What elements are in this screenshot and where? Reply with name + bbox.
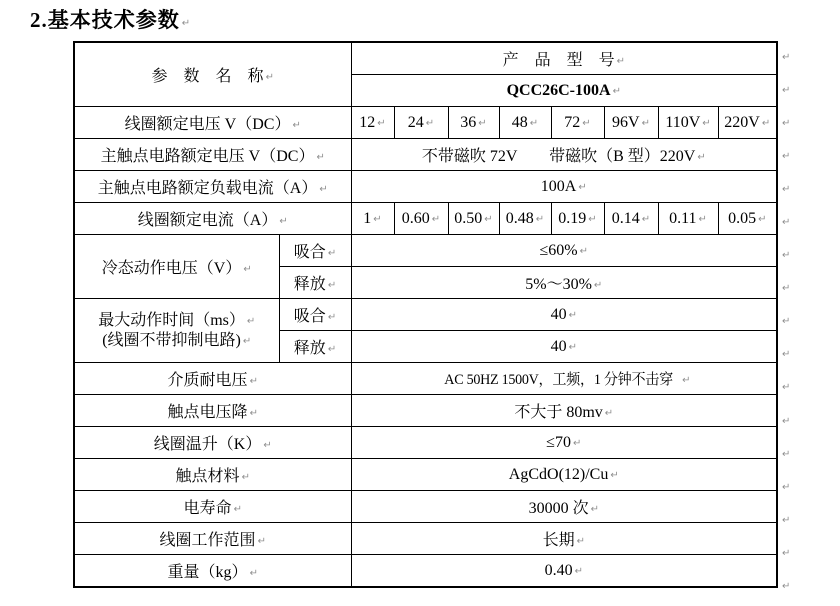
weight-label-text: 重量（kg） — [167, 564, 248, 581]
cell-max-action-time-release-value — [351, 331, 777, 363]
cell-dielectric-label — [74, 363, 351, 395]
cell-coil-voltage-4 — [499, 107, 551, 139]
paragraph-mark: ↵ — [233, 504, 242, 515]
cell-voltage-drop-value — [351, 395, 777, 427]
coil-current-value: 0.14 — [611, 209, 640, 227]
cell-weight-label — [74, 555, 351, 588]
row-end-mark — [782, 305, 790, 338]
coil-current-value: 0.05 — [728, 209, 757, 227]
paragraph-mark: ↵ — [579, 245, 589, 257]
row-end-mark — [782, 471, 790, 504]
paragraph-mark: ↵ — [782, 382, 791, 394]
cell-coil-current-2 — [394, 203, 448, 235]
paragraph-mark: ↵ — [327, 344, 337, 355]
paragraph-mark: ↵ — [576, 536, 585, 547]
coil-voltage-label-text: 线圈额定电压 V（DC） — [124, 116, 291, 133]
contact-material-label-text: 触点材料 — [175, 468, 240, 485]
table-row-contact-material — [74, 459, 777, 491]
paragraph-mark: ↵ — [782, 151, 791, 163]
paragraph-mark: ↵ — [782, 118, 791, 130]
product-model-value-text: QCC26C-100A — [506, 81, 611, 99]
weight-value-text: 0.40 — [544, 561, 573, 579]
table-row-main-circuit-voltage — [74, 139, 777, 171]
table-row-contact-voltage-drop — [74, 395, 777, 427]
max-action-time-label-line1: 最大动作时间（ms） — [98, 311, 245, 329]
table-row-max-action-time-pickup — [74, 299, 777, 331]
paragraph-mark: ↵ — [279, 216, 288, 227]
paragraph-mark: ↵ — [574, 565, 583, 577]
coil-current-value: 1 — [363, 209, 372, 227]
section-title — [30, 4, 191, 34]
section-title-text: 2.基本技术参数 — [30, 8, 180, 32]
paragraph-mark: ↵ — [249, 376, 258, 387]
temp-rise-label-text: 线圈温升（K） — [153, 436, 262, 453]
paragraph-mark: ↵ — [319, 184, 328, 195]
main-circuit-voltage-label-text: 主触点电路额定电压 V（DC） — [100, 148, 315, 165]
paragraph-mark: ↵ — [590, 504, 599, 515]
coil-voltage-value: 110V — [665, 113, 701, 131]
cell-electrical-life-value — [351, 491, 777, 523]
paragraph-mark: ↵ — [782, 448, 791, 460]
cell-coil-voltage-label — [74, 107, 351, 139]
row-end-mark — [782, 140, 790, 173]
paragraph-mark: ↵ — [761, 117, 771, 129]
cell-cold-action-release-label — [279, 267, 351, 299]
table-row-dielectric-strength — [74, 363, 777, 395]
cell-max-action-time-release-label — [279, 331, 351, 363]
row-end-mark — [782, 173, 790, 206]
paragraph-mark: ↵ — [572, 437, 582, 449]
coil-current-value: 0.60 — [401, 209, 430, 227]
coil-voltage-value: 48 — [511, 113, 528, 131]
cell-max-action-time-label — [74, 299, 279, 363]
release-value-text: 40 — [550, 337, 567, 355]
pickup-label-text: 吸合 — [293, 244, 326, 261]
dielectric-value-text: AC 50HZ 1500V，工频，1 分钟不击穿 — [444, 372, 673, 388]
paragraph-mark: ↵ — [263, 440, 272, 451]
row-end-mark — [782, 405, 790, 438]
paragraph-mark: ↵ — [782, 316, 791, 328]
cell-voltage-drop-label — [74, 395, 351, 427]
cell-cold-action-release-value — [351, 267, 777, 299]
paragraph-mark: ↵ — [641, 213, 651, 225]
paragraph-mark: ↵ — [782, 547, 791, 559]
cell-working-range-value — [351, 523, 777, 555]
paragraph-mark: ↵ — [377, 117, 386, 129]
paragraph-mark: ↵ — [782, 52, 791, 64]
paragraph-mark: ↵ — [758, 213, 767, 225]
paragraph-mark: ↵ — [782, 514, 791, 526]
paragraph-mark: ↵ — [484, 213, 493, 225]
cell-weight-value — [351, 555, 777, 588]
paragraph-mark: ↵ — [782, 85, 791, 97]
cell-main-circuit-current-value — [351, 171, 777, 203]
cell-dielectric-value — [351, 363, 777, 395]
cell-cold-action-label — [74, 235, 279, 299]
cell-coil-voltage-6 — [604, 107, 658, 139]
cell-coil-voltage-8 — [718, 107, 777, 139]
paragraph-mark: ↵ — [782, 415, 791, 427]
row-end-mark — [782, 74, 790, 107]
paragraph-mark: ↵ — [782, 283, 791, 295]
cell-coil-voltage-7 — [658, 107, 718, 139]
cell-coil-current-label — [74, 203, 351, 235]
voltage-drop-value-text: 不大于 80mv — [514, 404, 603, 421]
paragraph-mark: ↵ — [610, 469, 619, 481]
pickup-label-text: 吸合 — [293, 308, 326, 325]
cell-working-range-label — [74, 523, 351, 555]
table-row-coil-temp-rise — [74, 427, 777, 459]
paragraph-mark: ↵ — [578, 181, 587, 193]
row-end-mark — [782, 338, 790, 371]
paragraph-mark: ↵ — [702, 117, 711, 129]
paragraph-mark: ↵ — [242, 335, 252, 347]
cell-main-circuit-voltage-label — [74, 139, 351, 171]
table-row-main-circuit-current — [74, 171, 777, 203]
cell-param-name-header — [74, 42, 351, 107]
paragraph-mark: ↵ — [782, 580, 791, 592]
row-end-mark — [782, 41, 790, 74]
row-end-mark — [782, 438, 790, 471]
cell-coil-voltage-5 — [551, 107, 604, 139]
pickup-value-text: ≤60% — [539, 241, 578, 259]
table-row-electrical-life — [74, 491, 777, 523]
cell-cold-action-pickup-value — [351, 235, 777, 267]
cell-electrical-life-label — [74, 491, 351, 523]
electrical-life-value-text: 30000 次 — [528, 500, 589, 517]
paragraph-mark: ↵ — [431, 213, 441, 225]
coil-voltage-value: 24 — [407, 113, 424, 131]
coil-voltage-value: 12 — [359, 113, 376, 131]
paragraph-mark: ↵ — [373, 213, 382, 225]
paragraph-mark: ↵ — [249, 568, 258, 579]
cell-temp-rise-label — [74, 427, 351, 459]
main-circuit-voltage-value-text: 不带磁吹 72V 带磁吹（B 型）220V — [421, 148, 696, 165]
row-end-mark — [782, 107, 790, 140]
voltage-drop-label-text: 触点电压降 — [167, 404, 248, 421]
cell-coil-voltage-3 — [448, 107, 499, 139]
paragraph-mark: ↵ — [535, 213, 545, 225]
working-range-label-text: 线圈工作范围 — [159, 532, 256, 549]
cell-main-circuit-voltage-value — [351, 139, 777, 171]
row-end-mark — [782, 371, 790, 404]
coil-voltage-value: 72 — [564, 113, 581, 131]
paragraph-mark: ↵ — [698, 213, 707, 225]
max-action-time-label-line2: (线圈不带抑制电路) — [102, 331, 241, 349]
paragraph-mark: ↵ — [478, 117, 487, 129]
contact-material-value-text: AgCdO(12)/Cu — [508, 465, 609, 483]
cold-action-label-text: 冷态动作电压（V） — [101, 260, 242, 277]
temp-rise-value-text: ≤70 — [546, 433, 571, 451]
row-end-mark — [782, 272, 790, 305]
paragraph-mark: ↵ — [697, 152, 706, 163]
main-circuit-current-label-text: 主触点电路额定负载电流（A） — [97, 180, 318, 197]
cell-cold-action-pickup-label — [279, 235, 351, 267]
paragraph-mark: ↵ — [246, 315, 256, 327]
cell-product-model-value — [351, 75, 777, 107]
coil-voltage-value: 96V — [612, 113, 640, 131]
table-row-weight — [74, 555, 777, 588]
row-end-marks — [782, 41, 790, 603]
working-range-value-text: 长期 — [542, 532, 575, 549]
cell-coil-current-5 — [551, 203, 604, 235]
coil-voltage-value: 36 — [460, 113, 477, 131]
paragraph-mark: ↵ — [682, 375, 691, 386]
paragraph-mark: ↵ — [327, 248, 337, 259]
release-value-text: 5%～30% — [525, 276, 592, 293]
cell-product-model-label — [351, 42, 777, 75]
cell-coil-current-3 — [448, 203, 499, 235]
paragraph-mark: ↵ — [782, 250, 791, 262]
paragraph-mark: ↵ — [243, 264, 252, 275]
paragraph-mark: ↵ — [593, 280, 603, 291]
paragraph-mark: ↵ — [327, 280, 337, 291]
paragraph-mark: ↵ — [782, 217, 791, 229]
cell-temp-rise-value — [351, 427, 777, 459]
cell-max-action-time-pickup-value — [351, 299, 777, 331]
paragraph-mark: ↵ — [241, 472, 250, 483]
dielectric-label-text: 介质耐电压 — [167, 372, 248, 389]
paragraph-mark: ↵ — [181, 18, 192, 29]
paragraph-mark: ↵ — [568, 309, 577, 321]
cell-max-action-time-pickup-label — [279, 299, 351, 331]
cell-coil-current-8 — [718, 203, 777, 235]
paragraph-mark: ↵ — [529, 117, 539, 129]
main-circuit-current-value-text: 100A — [540, 177, 577, 195]
paragraph-mark: ↵ — [425, 117, 435, 129]
product-model-label-text: 产 品 型 号 — [502, 52, 615, 69]
paragraph-mark: ↵ — [782, 184, 791, 196]
coil-current-value: 0.19 — [558, 209, 587, 227]
param-name-header-text: 参 数 名 称 — [151, 68, 264, 85]
paragraph-mark: ↵ — [249, 408, 258, 419]
table-row-coil-working-range — [74, 523, 777, 555]
paragraph-mark: ↵ — [641, 117, 650, 129]
coil-current-value: 0.50 — [454, 209, 483, 227]
paragraph-mark: ↵ — [588, 213, 597, 225]
row-end-mark — [782, 239, 790, 272]
parameters-table — [73, 41, 778, 588]
row-end-mark — [782, 570, 790, 603]
cell-coil-current-4 — [499, 203, 551, 235]
table-row-coil-rated-current — [74, 203, 777, 235]
row-end-mark — [782, 206, 790, 239]
paragraph-mark: ↵ — [782, 481, 791, 493]
pickup-value-text: 40 — [550, 305, 567, 323]
table-row-cold-action-pickup — [74, 235, 777, 267]
coil-current-value: 0.11 — [669, 209, 697, 227]
cell-coil-voltage-1 — [351, 107, 394, 139]
table-row-coil-rated-voltage — [74, 107, 777, 139]
release-label-text: 释放 — [293, 340, 326, 357]
paragraph-mark: ↵ — [257, 536, 266, 547]
cell-coil-current-6 — [604, 203, 658, 235]
paragraph-mark: ↵ — [327, 312, 337, 323]
release-label-text: 释放 — [293, 276, 326, 293]
coil-current-label-text: 线圈额定电流（A） — [137, 212, 278, 229]
table-row-product-model-header — [74, 42, 777, 75]
paragraph-mark: ↵ — [316, 152, 325, 163]
electrical-life-label-text: 电寿命 — [183, 500, 232, 517]
cell-coil-voltage-2 — [394, 107, 448, 139]
cell-contact-material-label — [74, 459, 351, 491]
cell-coil-current-7 — [658, 203, 718, 235]
coil-voltage-value: 220V — [724, 113, 760, 131]
paragraph-mark: ↵ — [604, 408, 614, 419]
row-end-mark — [782, 504, 790, 537]
coil-current-value: 0.48 — [505, 209, 534, 227]
paragraph-mark: ↵ — [265, 72, 274, 83]
paragraph-mark: ↵ — [782, 349, 791, 361]
paragraph-mark: ↵ — [292, 120, 301, 131]
paragraph-mark: ↵ — [582, 117, 591, 129]
cell-coil-current-1 — [351, 203, 394, 235]
paragraph-mark: ↵ — [568, 341, 577, 353]
cell-main-circuit-current-label — [74, 171, 351, 203]
cell-contact-material-value — [351, 459, 777, 491]
paragraph-mark: ↵ — [612, 85, 621, 97]
paragraph-mark: ↵ — [616, 56, 625, 67]
row-end-mark — [782, 537, 790, 570]
